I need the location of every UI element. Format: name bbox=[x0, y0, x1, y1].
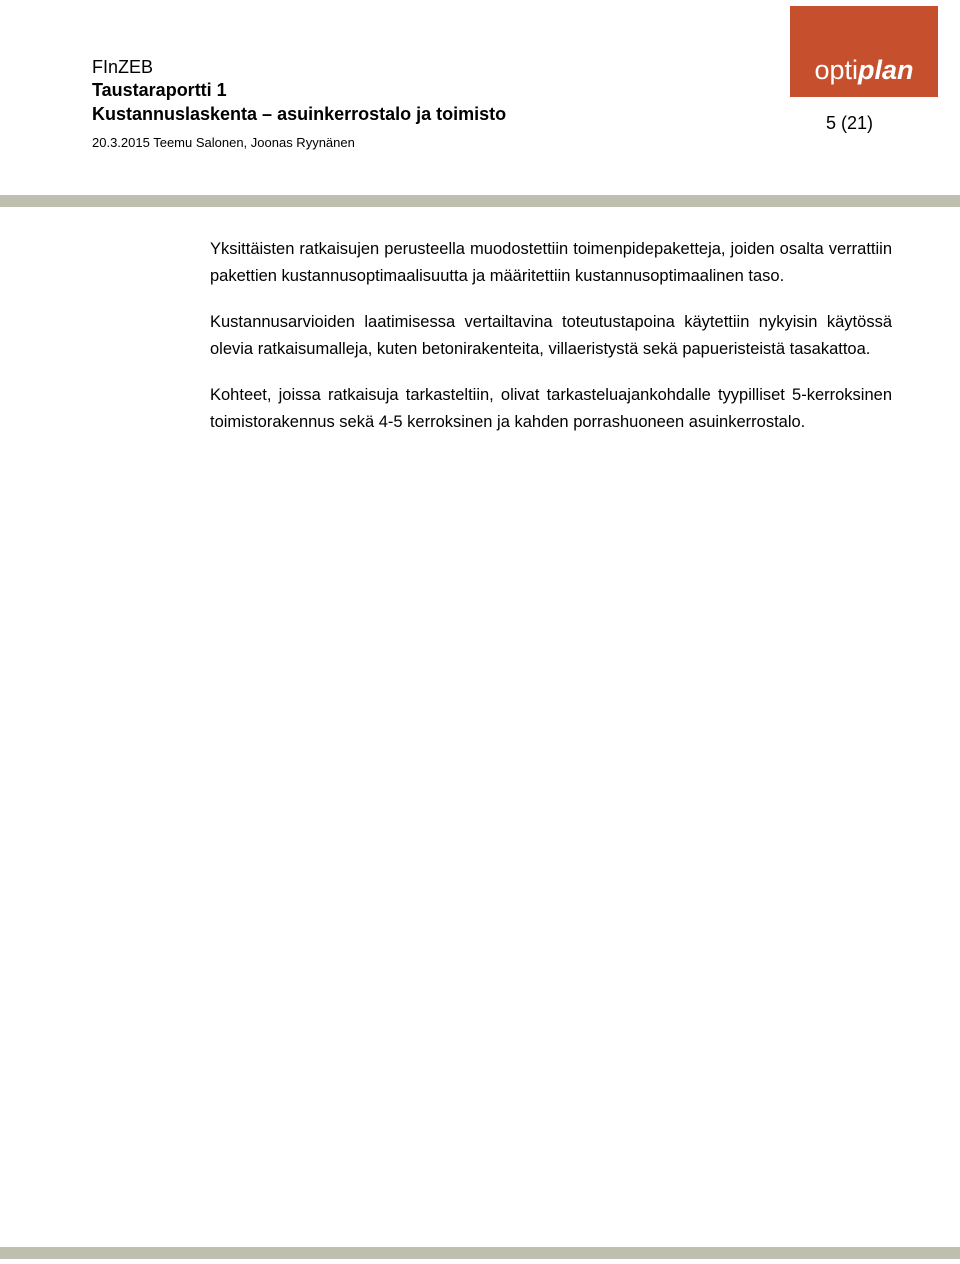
project-name: FInZEB bbox=[92, 57, 154, 77]
footer-divider bbox=[0, 1247, 960, 1259]
logo-wordmark bbox=[790, 55, 938, 85]
date-authors: 20.3.2015 Teemu Salonen, Joonas Ryynänen bbox=[92, 135, 355, 150]
optiplan-logo bbox=[790, 6, 938, 97]
document-subtitle: Kustannuslaskenta – asuinkerrostalo ja toimisto bbox=[92, 104, 507, 124]
report-title: Taustaraportti 1 bbox=[92, 80, 227, 100]
logo-text-bold: plan bbox=[858, 55, 914, 85]
paragraph: Yksittäisten ratkaisujen perusteella muodostettiin toimenpidepaketteja, joiden osalta verrattiin pakettien kustannusoptimaalisuutta ja määritettiin kustannusoptimaalinen taso. bbox=[210, 240, 892, 285]
logo-text-light: opti bbox=[814, 55, 859, 85]
header-divider bbox=[0, 195, 960, 207]
paragraph: Kohteet, joissa ratkaisuja tarkasteltiin, olivat tarkasteluajankohdalle tyypilliset 5-kerroksinen toimistorakennus sekä 4-5 kerroksinen ja kahden porrashuoneen asuinkerrostalo. bbox=[210, 386, 892, 431]
document-header bbox=[92, 56, 506, 126]
page-number: 5 (21) bbox=[826, 113, 874, 133]
body-text bbox=[210, 236, 892, 455]
paragraph: Kustannusarvioiden laatimisessa vertailtavina toteutustapoina käytettiin nykyisin käytössä olevia ratkaisumalleja, kuten betonirakenteita, villaeristystä sekä papueristeistä tasakattoa. bbox=[210, 313, 892, 358]
